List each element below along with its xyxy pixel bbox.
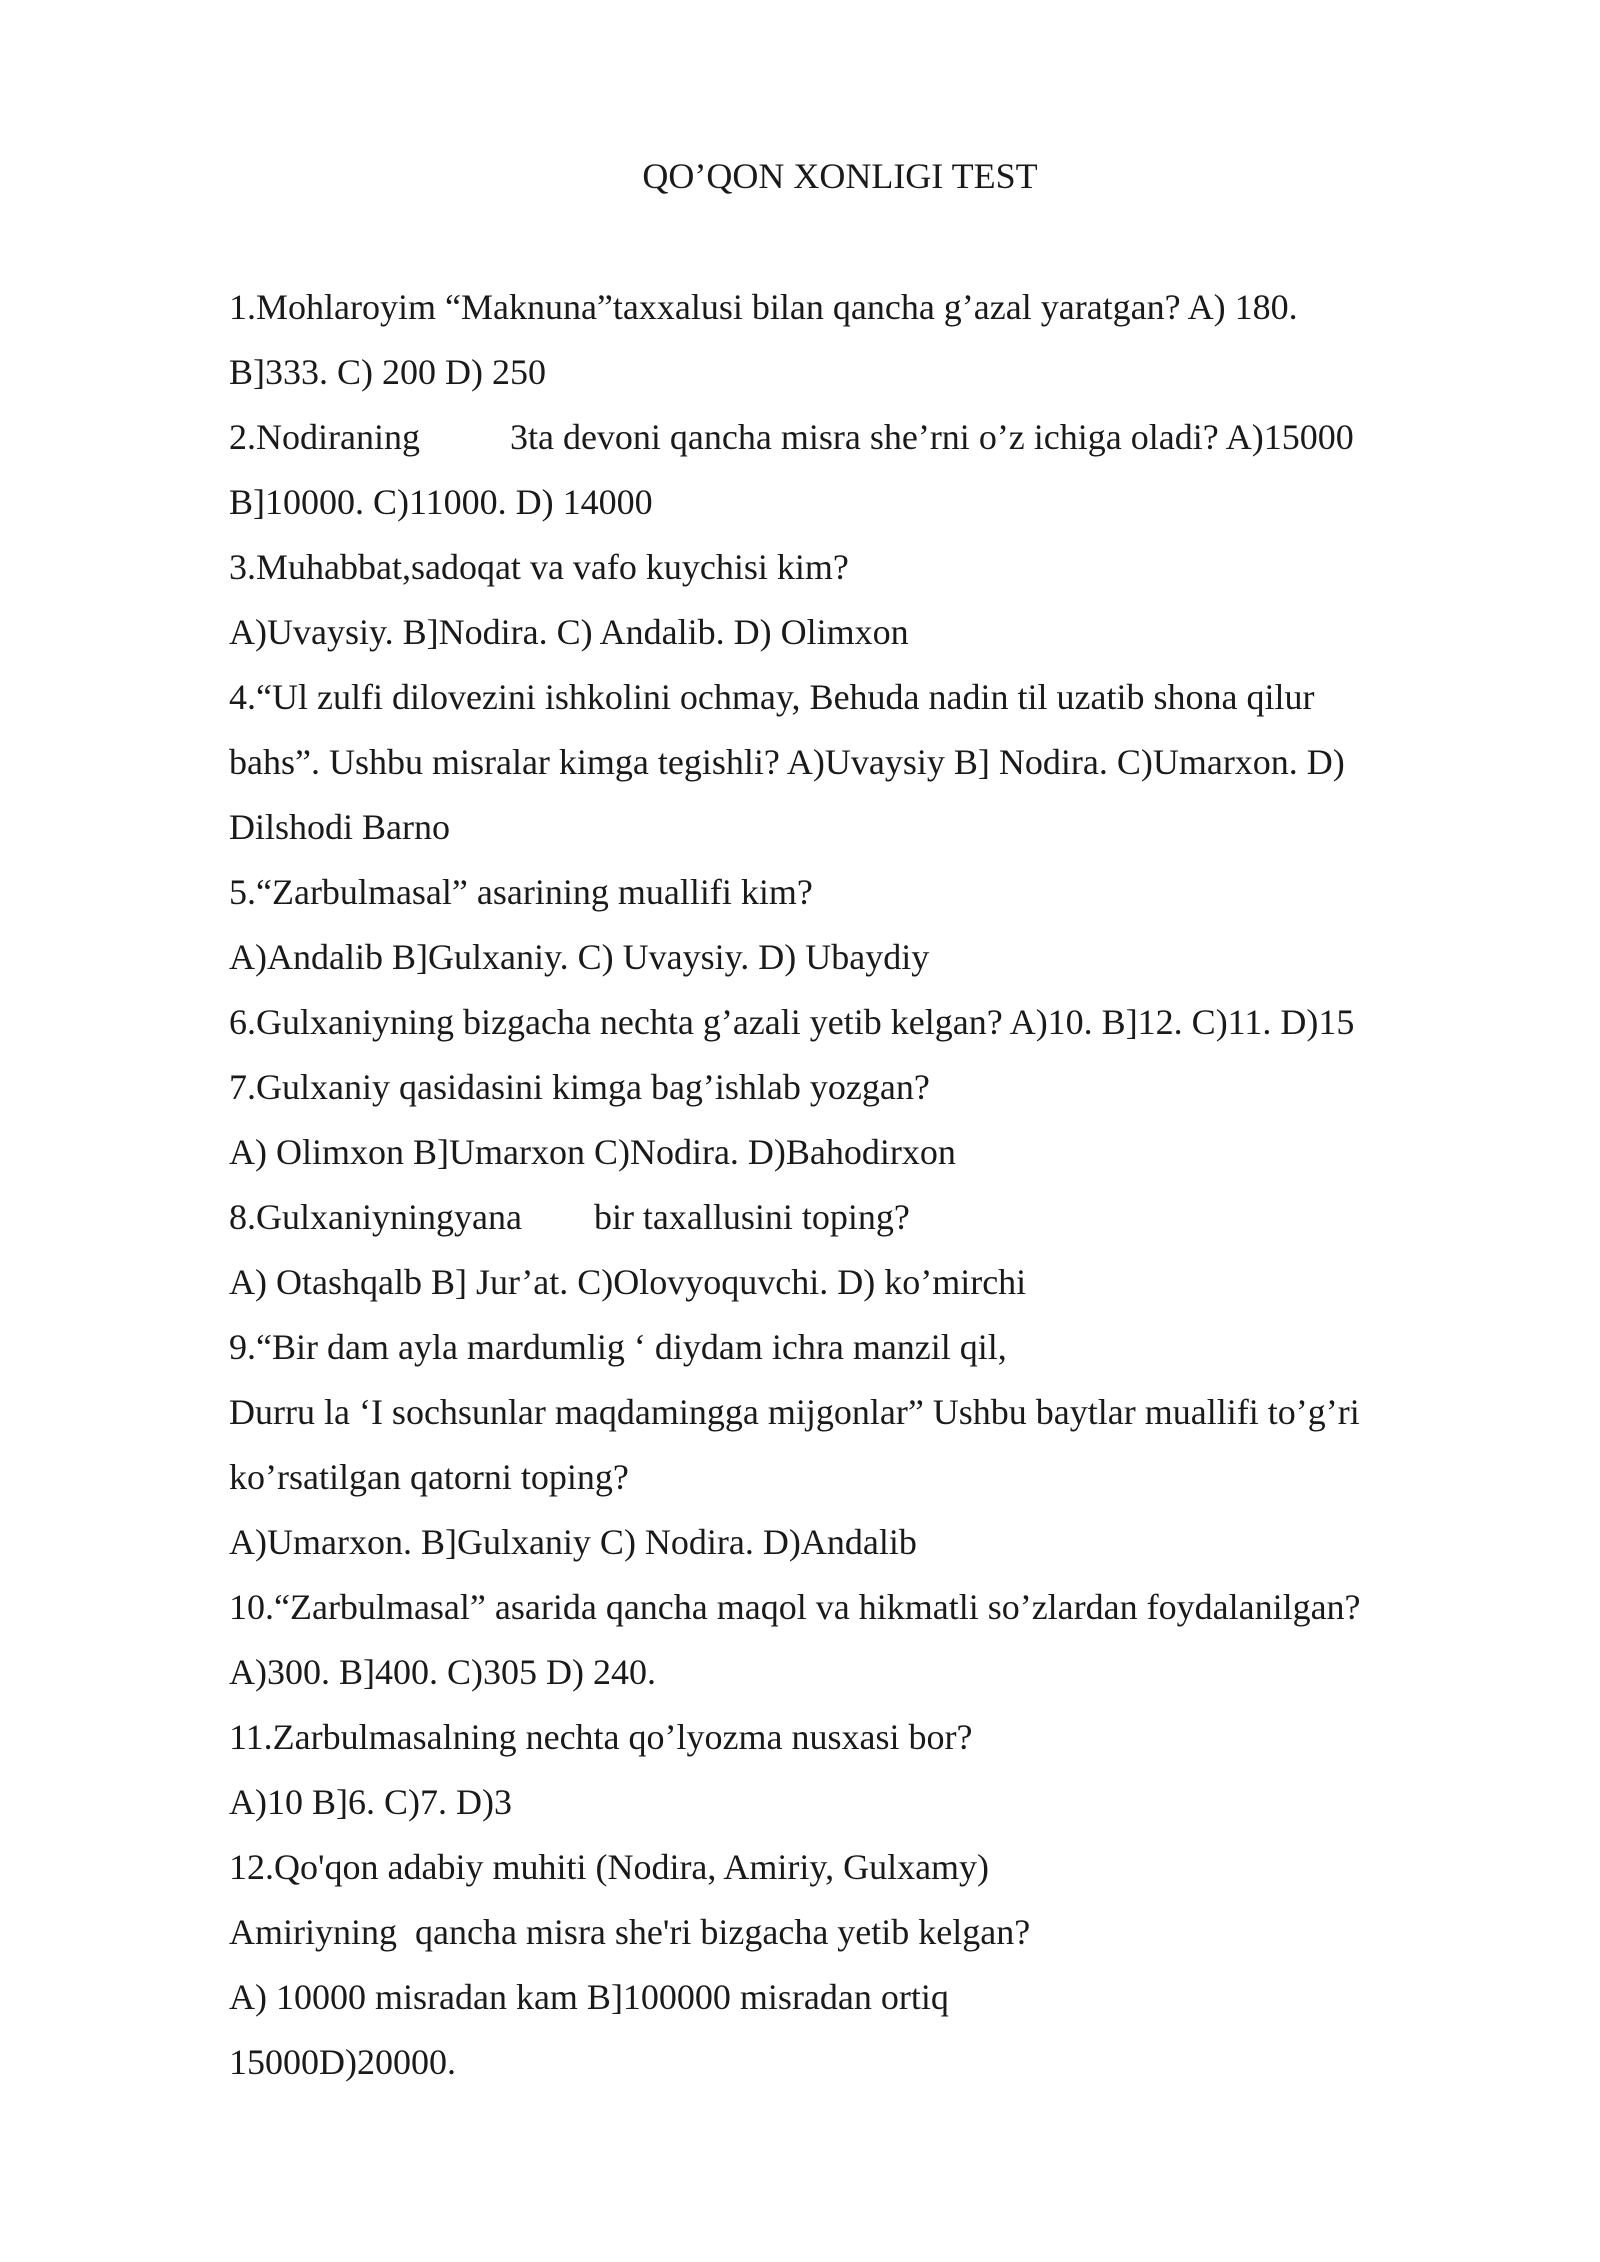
text-line: A)Uvaysiy. B]Nodira. C) Andalib. D) Olimxon — [229, 612, 909, 652]
text-line: B]333. C) 200 D) 250 — [229, 352, 546, 392]
text-line: 9.“Bir dam ayla mardumlig ‘ diydam ichra manzil qil, — [229, 1327, 1007, 1367]
text-line: 5.“Zarbulmasal” asarining muallifi kim? — [229, 872, 813, 912]
text-line: Durru la ‘I sochsunlar maqdamingga mijgonlar” Ushbu baytlar muallifi to’g’ri — [229, 1392, 1360, 1432]
document-title: QO’QON XONLIGI TEST — [642, 156, 1038, 196]
text-line: B]10000. C)11000. D) 14000 — [229, 482, 653, 522]
text-line: A) 10000 misradan kam B]100000 misradan ortiq — [229, 1977, 949, 2017]
text-line: 7.Gulxaniy qasidasini kimga bag’ishlab yozgan? — [229, 1067, 930, 1107]
text-line: 12.Qo'qon adabiy muhiti (Nodira, Amiriy, Gulxamy) — [229, 1847, 990, 1887]
text-line: 10.“Zarbulmasal” asarida qancha maqol va hikmatli so’zlardan foydalanilgan? — [229, 1587, 1361, 1627]
text-line: A)Andalib B]Gulxaniy. C) Uvaysiy. D) Ubaydiy — [229, 937, 930, 977]
text-line: 2.Nodiraning 3ta devoni qancha misra she’rni o’z ichiga oladi? A)15000 — [229, 417, 1354, 457]
text-line: A) Olimxon B]Umarxon C)Nodira. D)Bahodirxon — [229, 1132, 956, 1172]
text-line: A)300. B]400. C)305 D) 240. — [229, 1652, 656, 1692]
document-body — [229, 281, 1509, 2101]
text-line: bahs”. Ushbu misralar kimga tegishli? A)Uvaysiy B] Nodira. C)Umarxon. D) — [229, 742, 1345, 782]
text-line: A)Umarxon. B]Gulxaniy C) Nodira. D)Andalib — [229, 1522, 917, 1562]
text-line: 1.Mohlaroyim “Maknuna”taxxalusi bilan qancha g’azal yaratgan? A) 180. — [229, 287, 1298, 327]
text-line: 15000D)20000. — [229, 2042, 456, 2082]
text-line: Amiriyning qancha misra she'ri bizgacha yetib kelgan? — [229, 1912, 1031, 1952]
text-line: 6.Gulxaniyning bizgacha nechta g’azali yetib kelgan? A)10. B]12. C)11. D)15 — [229, 1002, 1355, 1042]
text-line: 3.Muhabbat,sadoqat va vafo kuychisi kim? — [229, 547, 849, 587]
text-line: 11.Zarbulmasalning nechta qo’lyozma nusxasi bor? — [229, 1717, 973, 1757]
text-line: 4.“Ul zulfi dilovezini ishkolini ochmay, Behuda nadin til uzatib shona qilur — [229, 677, 1315, 717]
text-line: Dilshodi Barno — [229, 807, 450, 847]
text-line: ko’rsatilgan qatorni toping? — [229, 1457, 629, 1497]
text-line: 8.Gulxaniyningyana bir taxallusini toping? — [229, 1197, 910, 1237]
text-line: A)10 B]6. C)7. D)3 — [229, 1782, 512, 1822]
text-line: A) Otashqalb B] Jur’at. C)Olovyoquvchi. D) ko’mirchi — [229, 1262, 1027, 1302]
